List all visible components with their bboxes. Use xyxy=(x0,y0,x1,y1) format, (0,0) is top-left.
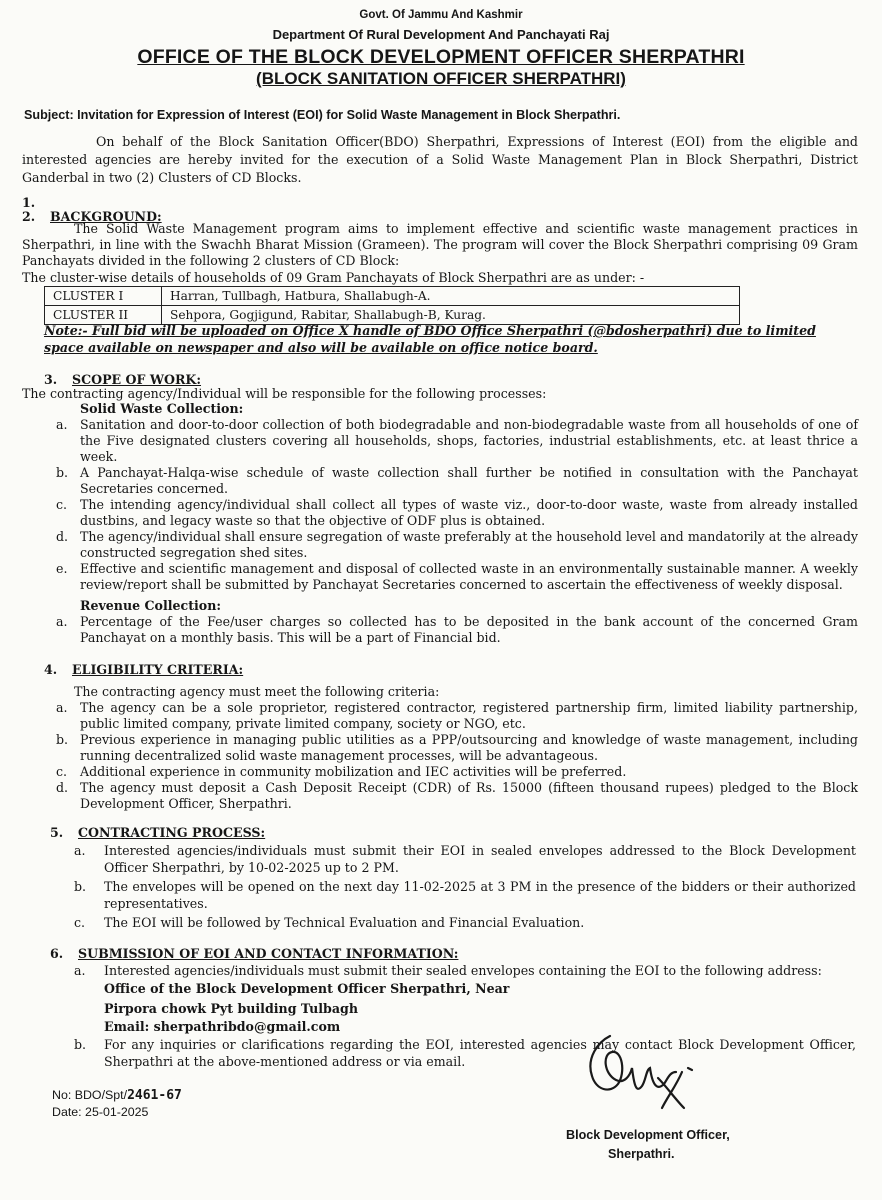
issue-date: Date: 25-01-2025 xyxy=(52,1105,149,1119)
list-item: d. The agency/individual shall ensure segregation of waste preferably at the household level and mandatorily at the already constructed segregation shed sites. xyxy=(56,529,858,560)
subject-line: Subject: Invitation for Expression of Interest (EOI) for Solid Waste Management in Block Sherpathri. xyxy=(24,108,621,122)
intro-paragraph: On behalf of the Block Sanitation Officer(BDO) Sherpathri, Expressions of Interest (EOI) from the eligible and interested agencies are hereby invited for the execution of a Solid Waste Management Plan in Block Sherpathri, District Ganderbal in two (2) Clusters of CD Blocks. xyxy=(22,134,858,185)
list-item: c. Additional experience in community mobilization and IEC activities will be preferred. xyxy=(56,764,627,779)
bid-upload-note: Note:- Full bid will be uploaded on Office X handle of BDO Office Sherpathri (@bdosherpathri) due to limited space available on newspaper and also will be available on office notice board. xyxy=(44,323,816,355)
list-item: b. A Panchayat-Halqa-wise schedule of waste collection shall further be notified in consultation with the Panchayat Secretaries concerned. xyxy=(56,465,858,496)
contracting-list xyxy=(74,842,856,931)
government-line: Govt. Of Jammu And Kashmir xyxy=(359,9,523,21)
clusters-table xyxy=(44,286,740,325)
cluster-intro-line: The cluster-wise details of households of 09 Gram Panchayats of Block Sherpathri are as under: - xyxy=(22,270,645,285)
list-item: c. The intending agency/individual shall collect all types of waste viz., door-to-door waste, waste from already installed dustbins, and legacy waste so that the objective of ODF plus is obtained. xyxy=(56,497,858,528)
sub-office-title: (BLOCK SANITATION OFFICER SHERPATHRI) xyxy=(256,69,626,88)
contracting-heading: 5. CONTRACTING PROCESS: xyxy=(50,825,266,840)
eligibility-heading: 4. ELIGIBILITY CRITERIA: xyxy=(44,662,244,677)
table-row xyxy=(45,306,740,325)
scope-lead: The contracting agency/Individual will be responsible for the following processes: xyxy=(22,386,547,401)
background-heading: 2. BACKGROUND: xyxy=(22,209,162,224)
department-line: Department Of Rural Development And Panchayati Raj xyxy=(272,27,610,42)
list-item: a. Sanitation and door-to-door collection of both biodegradable and non-biodegradable waste from all households of one of the Five designated clusters covering all households, shops, factories, industrial establishments, etc. at least thrice a week. xyxy=(56,417,858,464)
list-item: a. Interested agencies/individuals must submit their sealed envelopes containing the EOI to the following address: xyxy=(74,963,822,978)
handwritten-number: 2461-67 xyxy=(127,1088,182,1103)
list-item: b. The envelopes will be opened on the next day 11-02-2025 at 3 PM in the presence of the bidders or their authorized representatives. xyxy=(74,879,856,911)
eligibility-list xyxy=(56,700,858,812)
revenue-subheading: Revenue Collection: xyxy=(80,598,221,613)
list-item: e. Effective and scientific management and disposal of collected waste in an environmentally sustainable manner. A weekly review/report shall be submitted by Panchayat Secretaries concerned to ascertain the effectiveness of weekly disposal. xyxy=(56,561,858,592)
signatory-title: Block Development Officer, xyxy=(566,1128,730,1142)
eligibility-lead: The contracting agency must meet the following criteria: xyxy=(74,684,440,699)
collection-subheading: Solid Waste Collection: xyxy=(80,401,244,416)
address-line-1: Office of the Block Development Officer Sherpathri, Near xyxy=(104,981,510,996)
cluster-name: CLUSTER II xyxy=(45,306,162,325)
submission-list-b xyxy=(74,1036,856,1070)
list-item: b. For any inquiries or clarifications regarding the EOI, interested agencies may contact Block Development Officer, Sherpathri at the above-mentioned address or via email. xyxy=(74,1037,856,1069)
list-item: a. The agency can be a sole proprietor, registered contractor, registered partnership firm, limited liability partnership, public limited company, private limited company, society or NGO, etc. xyxy=(56,700,858,731)
scope-heading: 3. SCOPE OF WORK: xyxy=(44,372,202,387)
list-item: c. The EOI will be followed by Technical Evaluation and Financial Evaluation. xyxy=(74,915,585,930)
cluster-panchayats: Sehpora, Gogjigund, Rabitar, Shallabugh-B, Kurag. xyxy=(162,306,740,325)
collection-list xyxy=(56,417,858,609)
contact-email: Email: sherpathribdo@gmail.com xyxy=(104,1019,341,1034)
section-1-number: 1. xyxy=(22,195,36,210)
background-paragraph: The Solid Waste Management program aims to implement effective and scientific waste management practices in Sherpathri, in line with the Swachh Bharat Mission (Grameen). The program will cover the Block Sherpathri comprising 09 Gram Panchayats divided in the following 2 clusters of CD Block: xyxy=(22,221,858,268)
submission-heading: 6. SUBMISSION OF EOI AND CONTACT INFORMATION: xyxy=(50,946,459,961)
cluster-panchayats: Harran, Tullbagh, Hatbura, Shallabugh-A. xyxy=(162,287,740,306)
cluster-name: CLUSTER I xyxy=(45,287,162,306)
list-item: a. Percentage of the Fee/user charges so collected has to be deposited in the bank account of the concerned Gram Panchayat on a monthly basis. This will be a part of Financial bid. xyxy=(56,614,858,645)
list-item: a. Interested agencies/individuals must submit their EOI in sealed envelopes addressed to the Block Development Officer Sherpathri, by 10-02-2025 up to 2 PM. xyxy=(74,843,856,875)
dispatch-number: No: BDO/Spt/2461-67 xyxy=(52,1088,182,1103)
officer-signature xyxy=(572,1028,712,1113)
office-title: OFFICE OF THE BLOCK DEVELOPMENT OFFICER SHERPATHRI xyxy=(137,46,745,68)
submission-list-a xyxy=(74,962,856,979)
revenue-list xyxy=(56,614,858,646)
table-row xyxy=(45,287,740,306)
signatory-place: Sherpathri. xyxy=(608,1147,675,1161)
address-line-2: Pirpora chowk Pyt building Tulbagh xyxy=(104,1001,358,1016)
list-item: d. The agency must deposit a Cash Deposit Receipt (CDR) of Rs. 15000 (fifteen thousand rupees) pledged to the Block Development Officer, Sherpathri. xyxy=(56,780,858,811)
list-item: b. Previous experience in managing public utilities as a PPP/outsourcing and knowledge of waste management, including running decentralized solid waste management processes, will be advantageous. xyxy=(56,732,858,763)
